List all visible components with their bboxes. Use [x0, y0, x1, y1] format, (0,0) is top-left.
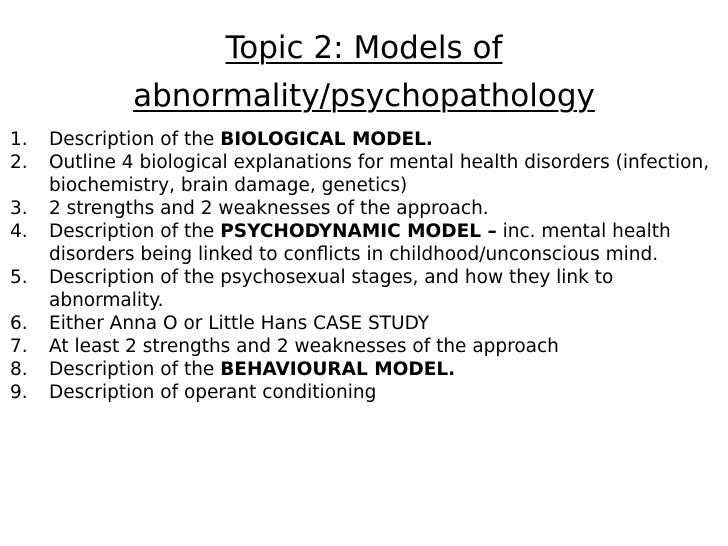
list-item-text-before: Description of the: [49, 129, 221, 150]
list-item: [10, 128, 720, 151]
list-item-number: 5.: [10, 267, 28, 288]
list-item-number: 6.: [10, 313, 28, 334]
list-item-text: [49, 358, 720, 381]
list-item-text-before: Description of the: [49, 221, 221, 242]
list-item: [10, 358, 720, 381]
list-item-text-before: Description of the: [49, 359, 221, 380]
list-item-text: Description of the psychosexual stages, and how they link to abnormality.: [49, 267, 614, 311]
slide-title-line-2: abnormality/psychopathology: [133, 78, 595, 114]
list-item-text-bold: BIOLOGICAL MODEL.: [220, 129, 433, 150]
list-item-text: 2 strengths and 2 weaknesses of the approach.: [49, 198, 489, 219]
list-item-text-after: inc. mental health disorders being linked to conflicts in childhood/unconscious mind.: [49, 221, 671, 265]
list-item-number: 4.: [10, 221, 28, 242]
list-item-text-bold: BEHAVIOURAL MODEL.: [220, 359, 456, 380]
list-item: [10, 381, 720, 404]
list-item-text: Either Anna O or Little Hans CASE STUDY: [49, 313, 430, 334]
list-item: [10, 197, 720, 220]
list-item-number: 8.: [10, 359, 28, 380]
list-item-text: Description of operant conditioning: [49, 382, 377, 403]
list-item-text: At least 2 strengths and 2 weaknesses of the approach: [49, 336, 559, 357]
list-item-number: 2.: [10, 152, 28, 173]
list-item: [10, 312, 720, 335]
list-item: [10, 151, 720, 197]
list-item: [10, 220, 720, 266]
list-item-number: 3.: [10, 198, 28, 219]
list-item: [10, 266, 720, 312]
list-item-number: 7.: [10, 336, 28, 357]
list-item-text: [49, 128, 720, 151]
list-item-text: [49, 220, 720, 266]
topic-list: [10, 128, 720, 404]
list-item-number: 9.: [10, 382, 28, 403]
slide-title-line-1: Topic 2: Models of: [225, 30, 503, 66]
list-item-number: 1.: [10, 129, 28, 150]
list-item: [10, 335, 720, 358]
slide-title: [40, 24, 688, 120]
list-item-text: Outline 4 biological explanations for mental health disorders (infection, biochemistry, brain damage, genetics): [49, 152, 710, 196]
list-item-text-bold: PSYCHODYNAMIC MODEL –: [220, 221, 497, 242]
